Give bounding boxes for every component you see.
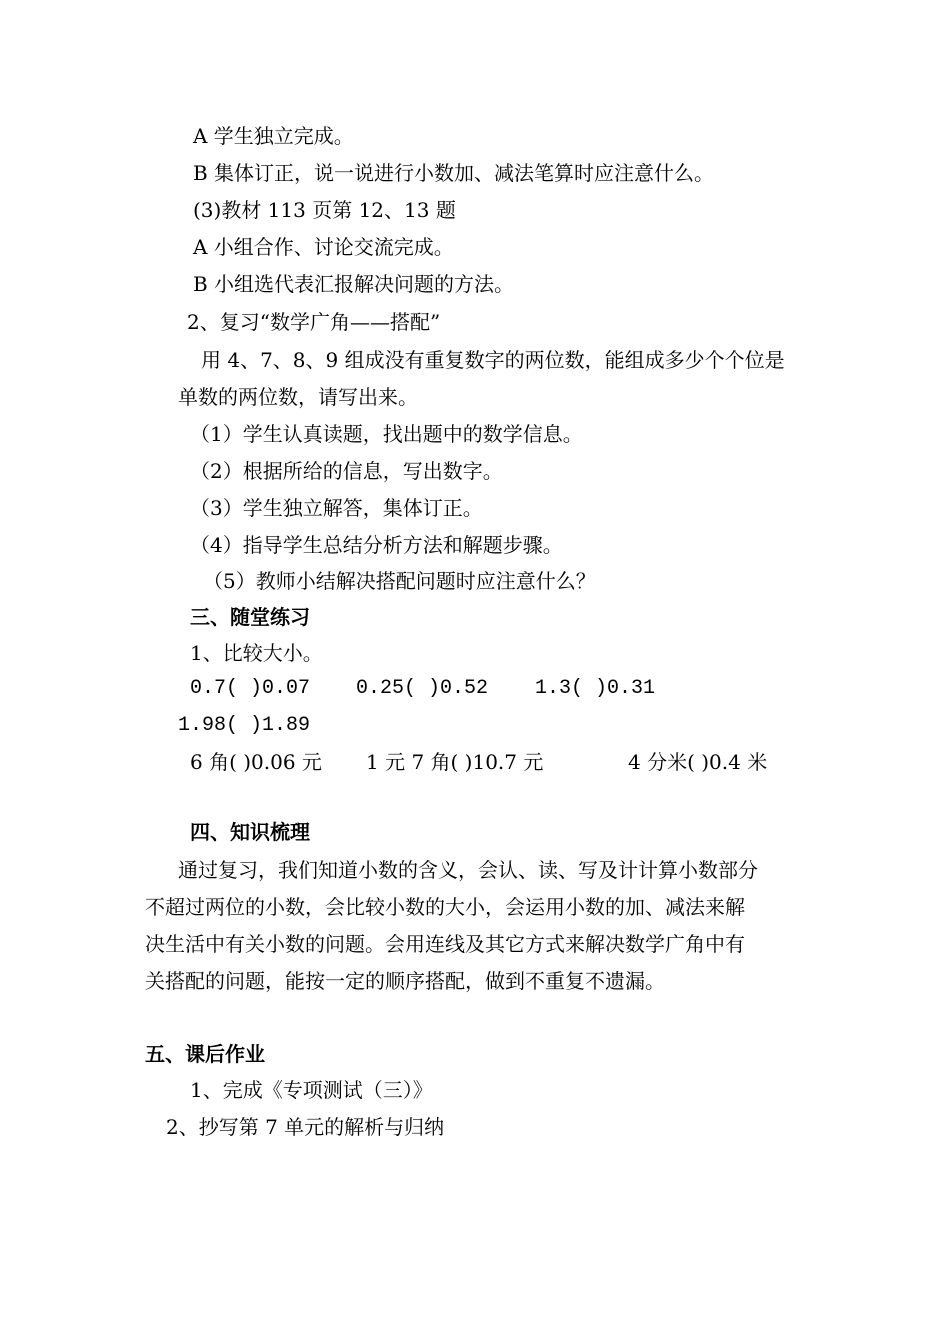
step-b-correction: B 集体订正，说一说进行小数加、减法笔算时应注意什么。: [193, 161, 715, 185]
knowledge-line: 通过复习，我们知道小数的含义，会认、读、写及计计算小数部分: [178, 858, 758, 882]
textbook-exercise: (3)教材 113 页第 12、13 题: [193, 198, 456, 222]
compare-item: 6 角( )0.06 元: [190, 750, 322, 774]
substep-5: （5）教师小结解决搭配问题时应注意什么？: [203, 569, 596, 593]
step-a-independent: A 学生独立完成。: [193, 124, 354, 148]
compare-item: 4 分米( )0.4 米: [628, 750, 768, 774]
knowledge-line: 不超过两位的小数，会比较小数的大小，会运用小数的加、减法来解: [145, 895, 745, 919]
step-a-group-work: A 小组合作、讨论交流完成。: [193, 235, 454, 259]
compare-item: 0.25( )0.52: [356, 677, 489, 700]
homework-item: 2、抄写第 7 单元的解析与归纳: [166, 1115, 445, 1139]
compare-item: 1.98( )1.89: [178, 714, 311, 737]
compare-item: 1.3( )0.31: [535, 677, 656, 700]
substep-2: （2）根据所给的信息，写出数字。: [190, 459, 503, 483]
substep-4: （4）指导学生总结分析方法和解题步骤。: [190, 533, 563, 557]
knowledge-line: 决生活中有关小数的问题。会用连线及其它方式来解决数学广角中有: [145, 932, 745, 956]
homework-item: 1、完成《专项测试（三）》: [190, 1078, 433, 1102]
compare-item: 0.7( )0.07: [190, 677, 311, 700]
substep-1: （1）学生认真读题，找出题中的数学信息。: [190, 422, 583, 446]
knowledge-line: 关搭配的问题，能按一定的顺序搭配，做到不重复不遗漏。: [145, 969, 665, 993]
step-b-report: B 小组选代表汇报解决问题的方法。: [193, 272, 515, 296]
section-title-homework: 五、课后作业: [145, 1042, 265, 1066]
compare-item: 1 元 7 角( )10.7 元: [366, 750, 544, 774]
section-title-practice: 三、随堂练习: [190, 605, 310, 629]
problem-text-line-1: 用 4、7、8、9 组成没有重复数字的两位数，能组成多少个个位是: [201, 348, 785, 372]
substep-3: （3）学生独立解答，集体订正。: [190, 496, 483, 520]
practice-question-1: 1、比较大小。: [190, 641, 323, 665]
review-heading: 2、复习“数学广角——搭配”: [187, 310, 441, 334]
problem-text-line-2: 单数的两位数，请写出来。: [178, 385, 418, 409]
section-title-knowledge: 四、知识梳理: [190, 820, 310, 844]
